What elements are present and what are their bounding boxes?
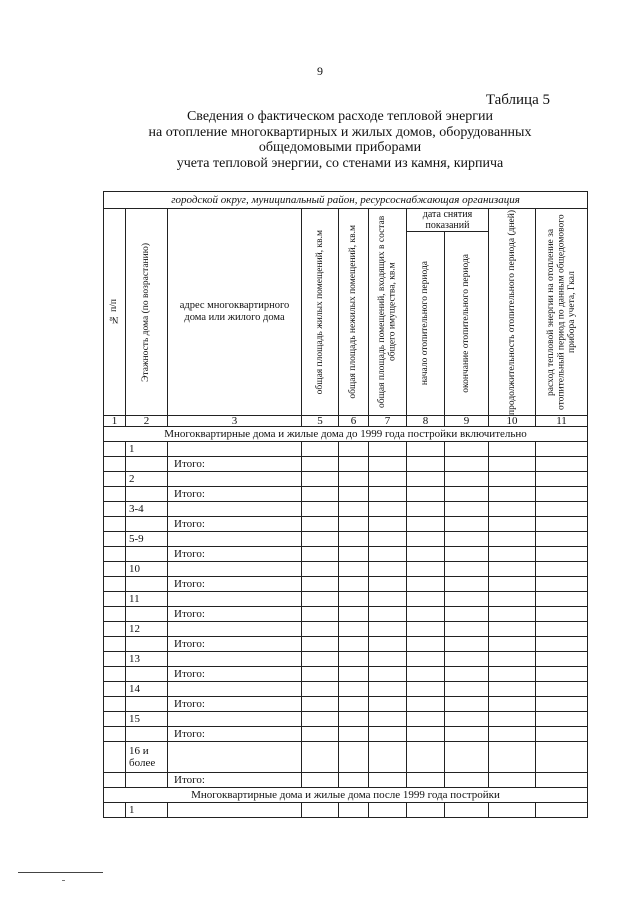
data-cell: [339, 592, 369, 607]
data-cell: [168, 592, 302, 607]
data-cell: [168, 562, 302, 577]
itogo-label: Итого:: [168, 577, 302, 592]
col-header-9: [445, 232, 489, 416]
data-cell: [536, 803, 588, 818]
data-cell: [407, 637, 445, 652]
itogo-label: Итого:: [168, 547, 302, 562]
data-cell: [302, 547, 339, 562]
data-cell: [339, 607, 369, 622]
data-cell: [536, 652, 588, 667]
row-number-cell: [104, 742, 126, 773]
data-cell: [489, 517, 536, 532]
floor-cell: [126, 607, 168, 622]
data-cell: [407, 547, 445, 562]
data-cell: [369, 773, 407, 788]
data-cell: [536, 667, 588, 682]
data-cell: [302, 742, 339, 773]
data-cell: [407, 727, 445, 742]
data-cell: [407, 622, 445, 637]
data-cell: [536, 637, 588, 652]
row-number-cell: [104, 622, 126, 637]
data-cell: [445, 517, 489, 532]
data-cell: [369, 682, 407, 697]
row-number-cell: [104, 682, 126, 697]
floor-group-label: 15: [126, 712, 168, 727]
data-cell: [369, 502, 407, 517]
data-cell: [302, 562, 339, 577]
data-cell: [489, 667, 536, 682]
data-cell: [168, 502, 302, 517]
data-cell: [536, 773, 588, 788]
data-cell: [536, 472, 588, 487]
data-cell: [536, 577, 588, 592]
data-cell: [407, 712, 445, 727]
data-cell: [536, 607, 588, 622]
data-cell: [489, 727, 536, 742]
col-header-3-text: адрес многоквартирного дома или жилого дома: [179, 300, 290, 323]
col-header-5: [302, 209, 339, 416]
floor-cell: [126, 637, 168, 652]
data-cell: [407, 472, 445, 487]
heat-consumption-table: [103, 191, 588, 818]
data-cell: [445, 487, 489, 502]
data-cell: [302, 502, 339, 517]
floor-group-label: 5-9: [126, 532, 168, 547]
data-cell: [302, 652, 339, 667]
data-cell: [489, 712, 536, 727]
data-cell: [369, 472, 407, 487]
footnote-mark: [62, 880, 65, 881]
col-header-2: [126, 209, 168, 416]
data-cell: [339, 562, 369, 577]
data-cell: [369, 637, 407, 652]
data-cell: [536, 457, 588, 472]
section-1-title: Многоквартирные дома и жилые дома до 1999 года постройки включительно: [104, 427, 588, 442]
col-header-11: [536, 209, 588, 416]
data-cell: [339, 667, 369, 682]
data-cell: [489, 442, 536, 457]
data-cell: [168, 803, 302, 818]
data-cell: [489, 592, 536, 607]
floor-cell: [126, 697, 168, 712]
data-cell: [445, 727, 489, 742]
data-cell: [536, 517, 588, 532]
floor-cell: [126, 487, 168, 502]
data-cell: [339, 773, 369, 788]
col-header-2-text: Этажность дома (по возрастанию): [141, 242, 152, 382]
col-header-7-text: общая площадь помещений, входящих в состав общего имущества, кв.м: [377, 215, 398, 409]
data-cell: [445, 562, 489, 577]
data-cell: [489, 472, 536, 487]
data-cell: [339, 712, 369, 727]
itogo-label: Итого:: [168, 457, 302, 472]
data-cell: [302, 517, 339, 532]
row-number-cell: [104, 607, 126, 622]
data-cell: [302, 577, 339, 592]
data-cell: [302, 727, 339, 742]
org-row: городской округ, муниципальный район, ресурсоснабжающая организация: [104, 192, 588, 209]
data-cell: [339, 682, 369, 697]
data-cell: [536, 442, 588, 457]
data-cell: [489, 652, 536, 667]
floor-cell: [126, 457, 168, 472]
data-cell: [168, 472, 302, 487]
floor-cell: [126, 773, 168, 788]
data-cell: [489, 607, 536, 622]
data-cell: [445, 592, 489, 607]
data-cell: [407, 697, 445, 712]
data-cell: [339, 502, 369, 517]
data-cell: [536, 727, 588, 742]
data-cell: [302, 532, 339, 547]
row-number-cell: [104, 712, 126, 727]
col-number: 7: [369, 416, 407, 427]
floor-group-label: 2: [126, 472, 168, 487]
data-cell: [445, 622, 489, 637]
data-cell: [339, 457, 369, 472]
floor-cell: [126, 517, 168, 532]
col-header-3: [168, 209, 302, 416]
data-cell: [369, 803, 407, 818]
data-cell: [407, 592, 445, 607]
data-cell: [302, 607, 339, 622]
row-number-cell: [104, 502, 126, 517]
data-cell: [407, 517, 445, 532]
data-cell: [339, 803, 369, 818]
row-number-cell: [104, 727, 126, 742]
data-cell: [489, 562, 536, 577]
itogo-label: Итого:: [168, 773, 302, 788]
col-header-1: [104, 209, 126, 416]
data-cell: [407, 607, 445, 622]
data-cell: [407, 803, 445, 818]
data-cell: [489, 547, 536, 562]
data-cell: [339, 652, 369, 667]
data-cell: [445, 457, 489, 472]
col-number: 11: [536, 416, 588, 427]
row-number-cell: [104, 577, 126, 592]
data-cell: [536, 547, 588, 562]
itogo-label: Итого:: [168, 517, 302, 532]
data-cell: [168, 712, 302, 727]
data-cell: [302, 667, 339, 682]
col-number: 10: [489, 416, 536, 427]
data-cell: [489, 622, 536, 637]
data-cell: [445, 547, 489, 562]
col-header-10-text: продолжительность отопительного периода (дней): [506, 209, 517, 415]
row-number-cell: [104, 472, 126, 487]
data-cell: [536, 697, 588, 712]
data-cell: [369, 487, 407, 502]
data-cell: [339, 487, 369, 502]
itogo-label: Итого:: [168, 667, 302, 682]
col-number: 9: [445, 416, 489, 427]
data-cell: [168, 622, 302, 637]
data-cell: [445, 577, 489, 592]
data-cell: [302, 592, 339, 607]
row-number-cell: [104, 457, 126, 472]
floor-group-label: 13: [126, 652, 168, 667]
row-number-cell: [104, 773, 126, 788]
row-number-cell: [104, 442, 126, 457]
col-number: 8: [407, 416, 445, 427]
col-number: 5: [302, 416, 339, 427]
data-cell: [536, 532, 588, 547]
heading-line-1: Сведения о фактическом расходе тепловой энергии: [186, 109, 494, 124]
row-number-cell: [104, 487, 126, 502]
data-cell: [407, 773, 445, 788]
data-cell: [445, 532, 489, 547]
data-cell: [369, 712, 407, 727]
itogo-label: Итого:: [168, 637, 302, 652]
data-cell: [168, 652, 302, 667]
col-header-7: [369, 209, 407, 416]
data-cell: [369, 607, 407, 622]
data-cell: [369, 532, 407, 547]
data-cell: [445, 442, 489, 457]
itogo-label: Итого:: [168, 697, 302, 712]
data-cell: [339, 622, 369, 637]
data-cell: [369, 517, 407, 532]
data-cell: [536, 502, 588, 517]
itogo-label: Итого:: [168, 487, 302, 502]
data-cell: [445, 652, 489, 667]
data-cell: [407, 562, 445, 577]
data-cell: [168, 442, 302, 457]
data-cell: [369, 667, 407, 682]
col-header-9-text: окончание отопительного периода: [461, 254, 472, 393]
data-cell: [302, 442, 339, 457]
data-cell: [536, 622, 588, 637]
data-cell: [489, 742, 536, 773]
data-cell: [407, 682, 445, 697]
date-group-header: дата снятия показаний: [407, 209, 489, 232]
floor-group-label: 16 и более: [126, 742, 168, 773]
floor-group-label: 12: [126, 622, 168, 637]
data-cell: [407, 667, 445, 682]
data-cell: [369, 742, 407, 773]
data-cell: [489, 457, 536, 472]
data-cell: [302, 637, 339, 652]
row-number-cell: [104, 803, 126, 818]
row-number-cell: [104, 637, 126, 652]
data-cell: [339, 697, 369, 712]
data-cell: [339, 532, 369, 547]
floor-cell: [126, 577, 168, 592]
data-cell: [536, 682, 588, 697]
data-cell: [407, 652, 445, 667]
data-cell: [339, 727, 369, 742]
data-cell: [369, 652, 407, 667]
row-number-cell: [104, 562, 126, 577]
data-cell: [302, 622, 339, 637]
row-number-cell: [104, 652, 126, 667]
table-heading: [90, 109, 590, 171]
data-cell: [369, 727, 407, 742]
data-cell: [536, 487, 588, 502]
data-cell: [445, 742, 489, 773]
row-number-cell: [104, 517, 126, 532]
floor-group-label: 10: [126, 562, 168, 577]
data-cell: [168, 532, 302, 547]
data-cell: [445, 472, 489, 487]
page-number: 9: [317, 64, 323, 78]
data-cell: [489, 682, 536, 697]
data-cell: [339, 472, 369, 487]
data-cell: [536, 742, 588, 773]
section-2-title: Многоквартирные дома и жилые дома после 1999 года постройки: [104, 788, 588, 803]
data-cell: [445, 607, 489, 622]
col-header-8-text: начало отопительного периода: [420, 261, 431, 386]
data-cell: [407, 742, 445, 773]
floor-group-label: 3-4: [126, 502, 168, 517]
data-cell: [445, 773, 489, 788]
table-label: Таблица 5: [485, 92, 550, 108]
data-cell: [369, 622, 407, 637]
data-cell: [407, 532, 445, 547]
data-cell: [536, 592, 588, 607]
data-cell: [369, 592, 407, 607]
data-cell: [339, 577, 369, 592]
floor-group-label: 14: [126, 682, 168, 697]
floor-cell: [126, 727, 168, 742]
row-number-cell: [104, 667, 126, 682]
data-cell: [302, 487, 339, 502]
data-cell: [445, 697, 489, 712]
data-cell: [489, 577, 536, 592]
data-cell: [407, 442, 445, 457]
data-cell: [339, 517, 369, 532]
data-cell: [489, 487, 536, 502]
col-header-10: [489, 209, 536, 416]
data-cell: [302, 472, 339, 487]
heading-line-2: на отопление многоквартирных и жилых домов, оборудованных: [148, 124, 532, 140]
data-cell: [489, 637, 536, 652]
data-cell: [407, 577, 445, 592]
data-cell: [302, 682, 339, 697]
col-header-11-text: расход тепловой энергии на отопление за отопительный период по данным общедомового прибора учета, Гкал: [545, 214, 577, 410]
data-cell: [369, 547, 407, 562]
data-cell: [407, 502, 445, 517]
data-cell: [339, 547, 369, 562]
data-cell: [489, 773, 536, 788]
col-number: 2: [126, 416, 168, 427]
row-number-cell: [104, 547, 126, 562]
floor-cell: [126, 547, 168, 562]
data-cell: [302, 712, 339, 727]
data-cell: [302, 697, 339, 712]
itogo-label: Итого:: [168, 727, 302, 742]
heading-line-4: учета тепловой энергии, со стенами из камня, кирпича: [176, 155, 504, 171]
data-cell: [369, 457, 407, 472]
data-cell: [302, 457, 339, 472]
data-cell: [168, 682, 302, 697]
data-cell: [445, 712, 489, 727]
data-cell: [489, 502, 536, 517]
col-number: 3: [168, 416, 302, 427]
data-cell: [445, 667, 489, 682]
col-header-6: [339, 209, 369, 416]
data-cell: [407, 457, 445, 472]
data-cell: [302, 803, 339, 818]
floor-group-label: 1: [126, 803, 168, 818]
data-cell: [369, 697, 407, 712]
col-number: 1: [104, 416, 126, 427]
heading-line-3: общедомовыми приборами: [258, 140, 422, 155]
data-cell: [168, 742, 302, 773]
data-cell: [339, 637, 369, 652]
data-cell: [536, 562, 588, 577]
data-cell: [445, 803, 489, 818]
col-header-5-text: общая площадь жилых помещений, кв.м: [314, 229, 325, 395]
data-cell: [339, 442, 369, 457]
col-header-1-text: № п/п: [109, 299, 120, 325]
row-number-cell: [104, 697, 126, 712]
data-cell: [489, 803, 536, 818]
data-cell: [369, 562, 407, 577]
data-cell: [302, 773, 339, 788]
data-cell: [369, 442, 407, 457]
data-cell: [445, 637, 489, 652]
data-cell: [369, 577, 407, 592]
floor-group-label: 11: [126, 592, 168, 607]
col-header-6-text: общая площадь нежилых помещений, кв.м: [348, 225, 359, 399]
itogo-label: Итого:: [168, 607, 302, 622]
col-header-8: [407, 232, 445, 416]
data-cell: [339, 742, 369, 773]
data-cell: [445, 502, 489, 517]
footnote-separator: [18, 872, 103, 873]
row-number-cell: [104, 532, 126, 547]
data-cell: [489, 697, 536, 712]
data-cell: [445, 682, 489, 697]
floor-group-label: 1: [126, 442, 168, 457]
row-number-cell: [104, 592, 126, 607]
floor-cell: [126, 667, 168, 682]
col-number: 6: [339, 416, 369, 427]
data-cell: [489, 532, 536, 547]
data-cell: [407, 487, 445, 502]
data-cell: [536, 712, 588, 727]
